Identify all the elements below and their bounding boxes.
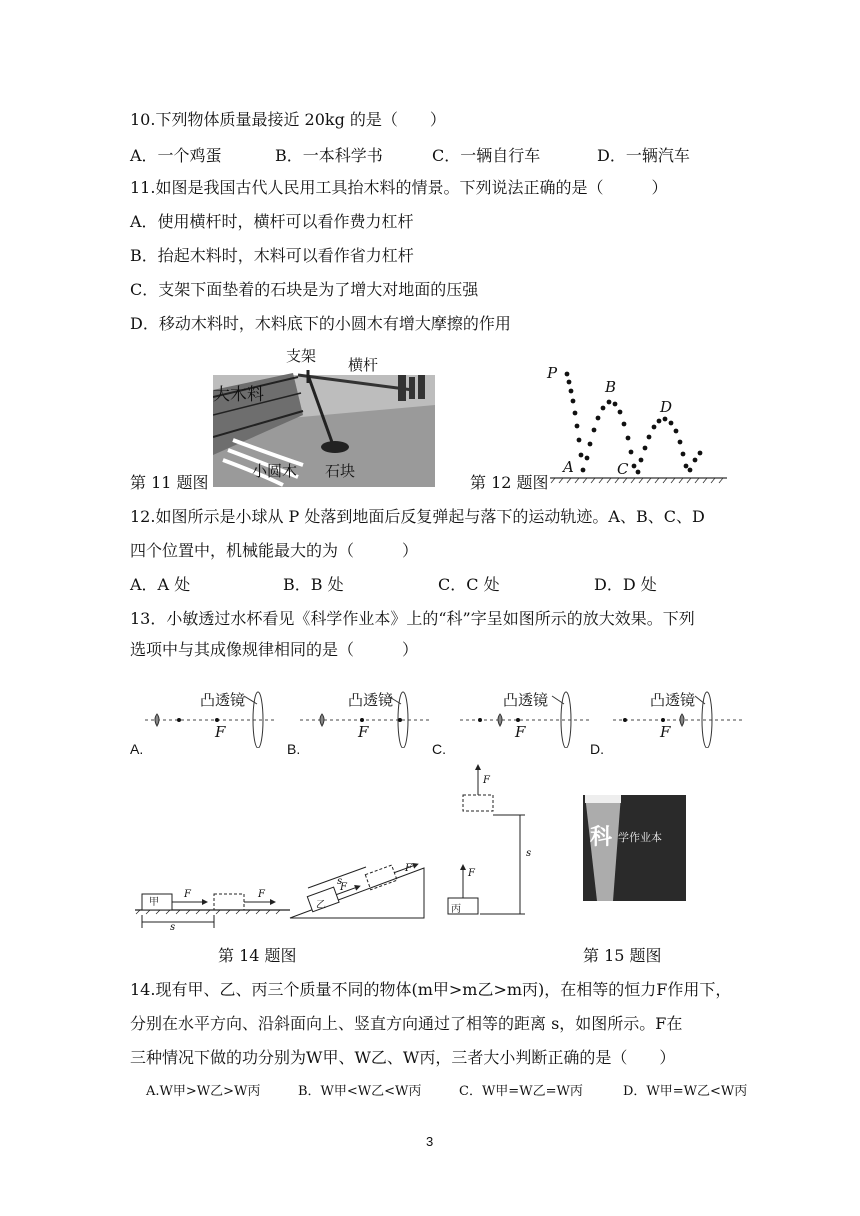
figure-12-point-b: B: [605, 378, 617, 396]
figure-14-force-4: F: [405, 863, 412, 874]
figure-14-force-1: F: [184, 889, 191, 900]
q11-stem: 11.如图是我国古代人民用工具抬木料的情景。下列说法正确的是（ ）: [130, 178, 668, 197]
q13-stem-line-1: 13．小敏透过水杯看见《科学作业本》上的“科”字呈如图所示的放大效果。下列: [130, 609, 695, 628]
page-number: 3: [426, 1134, 434, 1149]
figure-11-label-small-log: 小圆木: [252, 462, 298, 480]
q10-option-d: D．一辆汽车: [597, 146, 690, 165]
q14-stem-line-3: 三种情况下做的功分别为W甲、W乙、W丙，三者大小判断正确的是（ ）: [130, 1048, 676, 1067]
figure-12-caption: 第 12 题图: [470, 473, 549, 492]
figure-11-label-stone: 石块: [325, 462, 356, 480]
q12-option-a: A．A 处: [130, 575, 191, 594]
q12-option-d: D．D 处: [594, 575, 657, 594]
figure-14-force-3: F: [340, 882, 347, 893]
q13-c-lens-label: 凸透镜: [503, 691, 549, 709]
q13-c-focus: F: [515, 723, 526, 741]
figure-11-illustration: [213, 345, 435, 487]
q10-option-c: C．一辆自行车: [432, 146, 541, 165]
figure-14-object-bing: 丙: [451, 904, 461, 915]
figure-14-force-2: F: [258, 889, 265, 900]
q11-option-a: A．使用横杆时，横杆可以看作费力杠杆: [130, 212, 414, 231]
q13-option-b-letter: B.: [287, 741, 301, 757]
q12-option-b: B．B 处: [283, 575, 344, 594]
q14-stem-line-2: 分别在水平方向、沿斜面向上、竖直方向通过了相等的距离 s，如图所示。F在: [130, 1014, 683, 1033]
q13-b-lens-label: 凸透镜: [348, 691, 394, 709]
figure-11-label-big-timber: 大木料: [213, 385, 264, 405]
figure-14-distance-3: s: [526, 848, 532, 859]
q14-option-a: A.W甲>W乙>W丙: [146, 1084, 261, 1099]
q13-option-c-letter: C.: [432, 741, 446, 757]
q11-option-c: C．支架下面垫着的石块是为了增大对地面的压强: [130, 280, 479, 299]
q10-stem: 10.下列物体质量最接近 20kg 的是（ ）: [130, 110, 446, 129]
q11-option-d: D．移动木料时，木料底下的小圆木有增大摩擦的作用: [130, 314, 511, 333]
q13-b-focus: F: [358, 723, 369, 741]
q10-option-b: B．一本科学书: [275, 146, 383, 165]
q13-a-focus: F: [215, 723, 226, 741]
figure-14-caption: 第 14 题图: [218, 946, 297, 965]
figure-15-caption: 第 15 题图: [583, 946, 662, 965]
q13-stem-line-2: 选项中与其成像规律相同的是（ ）: [130, 640, 419, 659]
q10-option-a: A．一个鸡蛋: [130, 146, 222, 165]
q13-option-d-letter: D.: [590, 741, 604, 757]
figure-14-object-jia: 甲: [149, 897, 159, 908]
q13-d-focus: F: [660, 723, 671, 741]
figure-14-distance-1: s: [170, 922, 176, 933]
figure-12-point-p: P: [547, 364, 558, 382]
figure-14-object-yi: 乙: [316, 900, 326, 911]
q13-a-lens-label: 凸透镜: [200, 691, 246, 709]
q14-stem-line-1: 14.现有甲、乙、丙三个质量不同的物体(m甲>m乙>m丙)，在相等的恒力F作用下，: [130, 980, 732, 999]
figure-11-label-support: 支架: [286, 347, 317, 365]
figure-14-diagram: [130, 760, 530, 940]
figure-15-book-title: 学作业本: [618, 831, 662, 844]
figure-15-big-char: 科: [590, 824, 613, 850]
figure-12-point-a: A: [563, 458, 574, 476]
figure-11-label-crossbar: 横杆: [348, 356, 379, 374]
q14-option-d: D．W甲=W乙<W丙: [623, 1084, 748, 1099]
figure-12-point-d: D: [660, 398, 673, 416]
q13-d-lens-label: 凸透镜: [650, 691, 696, 709]
q12-stem-line-1: 12.如图所示是小球从 P 处落到地面后反复弹起与落下的运动轨迹。A、B、C、D: [130, 507, 705, 526]
q14-option-b: B．W甲<W乙<W丙: [298, 1084, 422, 1099]
q14-option-c: C．W甲=W乙=W丙: [459, 1084, 583, 1099]
q12-stem-line-2: 四个位置中，机械能最大的为（ ）: [130, 541, 419, 560]
q12-option-c: C．C 处: [438, 575, 500, 594]
q11-option-b: B．抬起木料时，木料可以看作省力杠杆: [130, 246, 414, 265]
figure-14-force-6: F: [483, 775, 490, 786]
figure-12-point-c: C: [617, 460, 629, 478]
figure-14-force-5: F: [468, 868, 475, 879]
figure-11-caption: 第 11 题图: [130, 473, 209, 492]
figure-14-distance-2: s: [337, 876, 343, 887]
q13-option-a-letter: A.: [130, 741, 144, 757]
